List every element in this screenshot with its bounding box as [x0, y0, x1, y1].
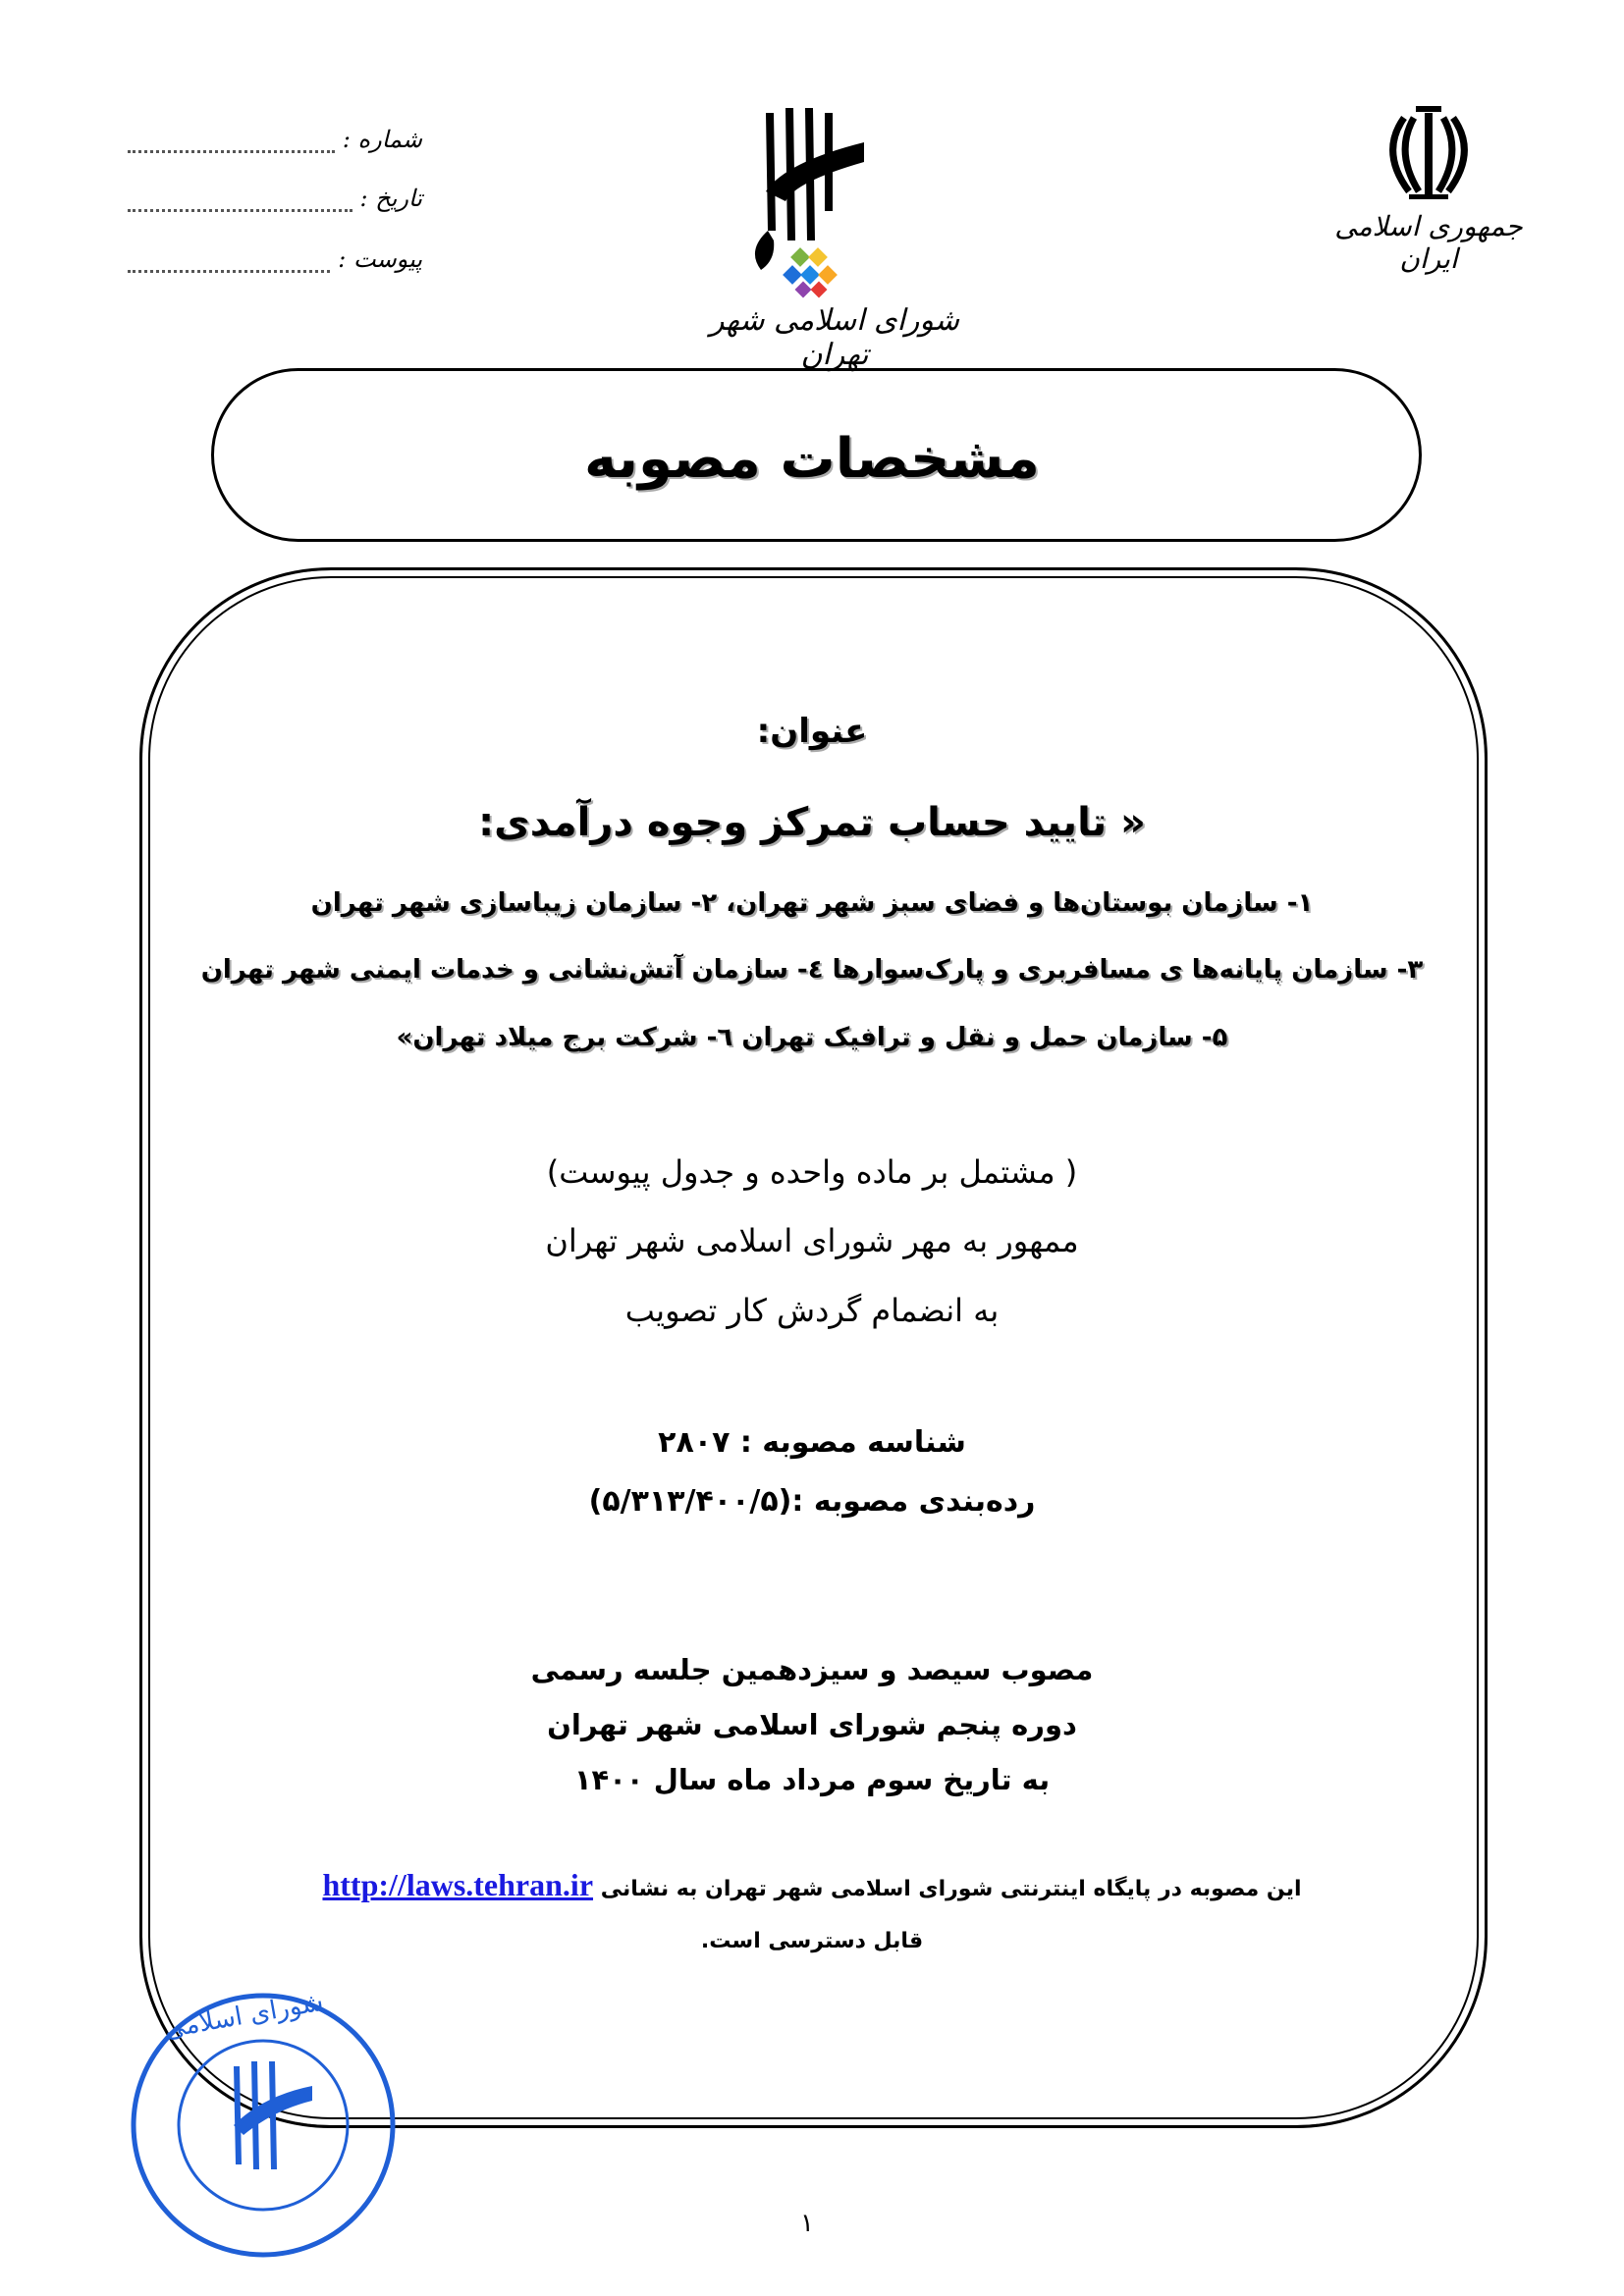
resolution-id: شناسه مصوبه : ۲۸۰۷ — [658, 1425, 966, 1460]
availability-line — [0, 1867, 1624, 1903]
note-line: ممهور به مهر شورای اسلامی شهر تهران — [545, 1222, 1079, 1259]
note-line: به انضمام گردش کار تصویب — [624, 1292, 1000, 1329]
date-label: تاریخ : — [359, 185, 422, 212]
subject-item: ۱- سازمان بوستان‌ها و فضای سبز شهر تهران، ۲- سازمان زیباسازی شهر تهران — [310, 888, 1314, 918]
dotted-line — [128, 149, 335, 153]
emblem-text: جمهوری اسلامی ایران — [1334, 210, 1523, 275]
stamp-icon — [126, 1988, 401, 2263]
emblem-icon — [1375, 98, 1483, 206]
council-logo — [707, 103, 962, 372]
council-logo-text: شورای اسلامی شهر تهران — [710, 303, 959, 372]
laws-link[interactable]: http://laws.tehran.ir — [322, 1867, 594, 1902]
subject-item: ۳- سازمان پایانه‌ها ی مسافربری و پارک‌سوارها ٤- سازمان آتش‌نشانی و خدمات ایمنی شهر تهران — [200, 955, 1424, 985]
number-label: شماره : — [342, 126, 422, 153]
subject-title: « تایید حساب تمرکز وجوه درآمدی: — [478, 800, 1146, 845]
availability-text: این مصوبه در پایگاه اینترنتی شورای اسلامی شهر تهران به نشانی — [600, 1877, 1302, 1901]
subject-item: ۵- سازمان حمل و نقل و ترافیک تهران ٦- شرکت برج میلاد تهران» — [396, 1023, 1228, 1052]
subject-label: عنوان: — [756, 712, 868, 751]
approval-line: مصوب سیصد و سیزدهمین جلسه رسمی — [530, 1653, 1094, 1686]
approval-line: دوره پنجم شورای اسلامی شهر تهران — [547, 1708, 1077, 1741]
approval-line: به تاریخ سوم مرداد ماه سال ۱۴۰۰ — [573, 1763, 1051, 1796]
page-title: مشخصات مصوبه — [584, 427, 1040, 491]
svg-text:شورای اسلامی: شورای اسلامی — [162, 1988, 326, 2045]
note-line: ( مشتمل بر ماده واحده و جدول پیوست) — [546, 1153, 1078, 1191]
page-number: ۱ — [800, 2209, 814, 2238]
dotted-line — [128, 269, 330, 273]
official-stamp — [126, 1988, 401, 2263]
council-logo-icon — [707, 103, 962, 299]
number-field — [128, 126, 422, 153]
date-field — [128, 185, 422, 212]
dotted-line — [128, 208, 352, 212]
classification: رده‌بندی مصوبه :(۵/۳۱۳/۴۰۰/۵) — [588, 1484, 1036, 1519]
availability-suffix: قابل دسترسی است. — [700, 1929, 924, 1953]
iran-emblem — [1326, 98, 1532, 285]
attachment-field — [128, 245, 422, 273]
attachment-label: پیوست : — [338, 245, 422, 273]
